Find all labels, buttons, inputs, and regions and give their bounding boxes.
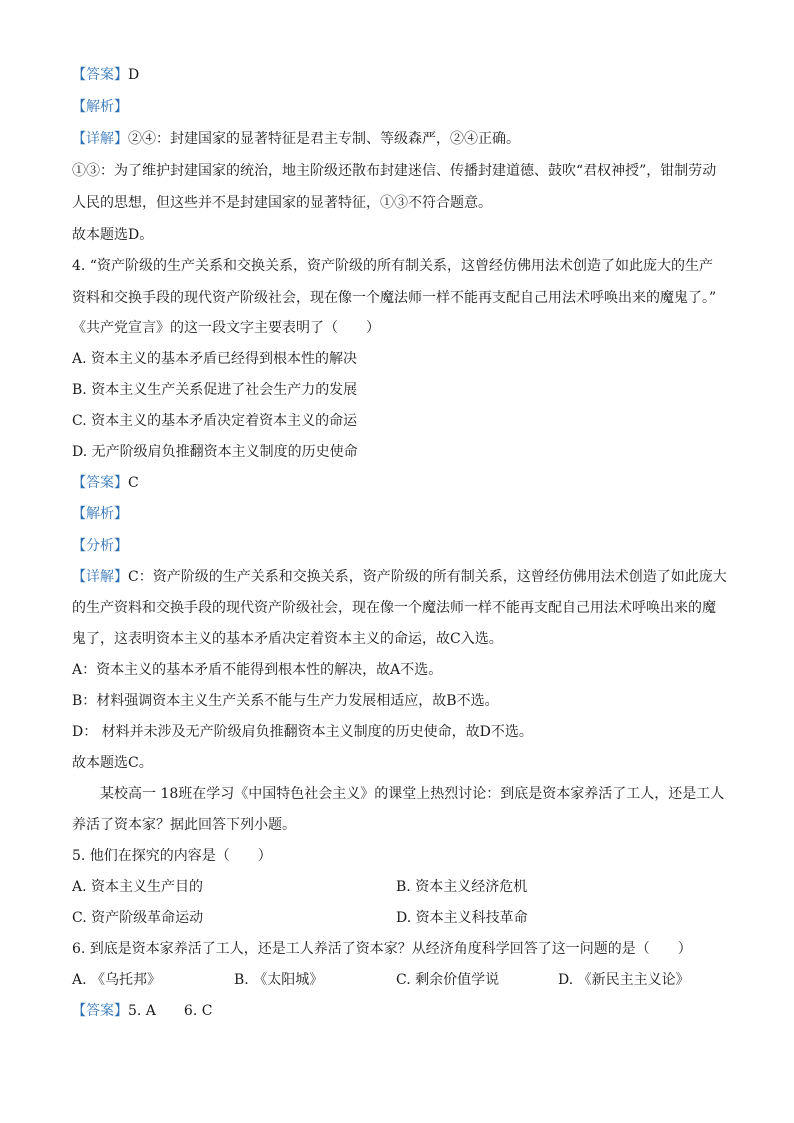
detail-text: C：资产阶级的生产关系和交换关系，资产阶级的所有制关系，这曾经仿佛用法术创造了如此庞大 [128, 569, 727, 585]
question-stem-line-2: 资料和交换手段的现代资产阶级社会，现在像一个魔法师一样不能再支配自己用法术呼唤出来的魔鬼了。” [72, 290, 717, 306]
detail-tag: 【详解】 [72, 131, 128, 147]
q6-stem: 6. 到底是资本家养活了工人，还是工人养活了资本家？从经济角度科学回答了这一问题的是（ ） [72, 941, 692, 957]
option-a: A. 资本主义的基本矛盾已经得到根本性的解决 [72, 351, 358, 367]
answer-tag: 【答案】 [72, 1003, 128, 1019]
note-d: D： 材料并未涉及无产阶级肩负推翻资本主义制度的历史使命，故D不选。 [72, 724, 533, 740]
question-stem-line-1: 4. “资产阶级的生产关系和交换关系，资产阶级的所有制关系，这曾经仿佛用法术创造了如此庞大的生产 [72, 258, 713, 274]
answer-line [72, 65, 139, 85]
answer-tag: 【答案】 [72, 475, 128, 491]
detail-line-2: 的生产资料和交换手段的现代资产阶级社会，现在像一个魔法师一样不能再支配自己用法术呼唤出来的魔 [72, 600, 716, 616]
conclusion: 故本题选C。 [72, 755, 153, 771]
detail-text: ②④：封建国家的显著特征是君主专制、等级森严，②④正确。 [128, 131, 520, 147]
answer-value: D [128, 67, 140, 83]
detail-line-3: 人民的思想，但这些并不是封建国家的显著特征，①③不符合题意。 [72, 195, 492, 211]
q5-option-a: A. 资本主义生产目的 [72, 879, 204, 895]
option-c: C. 资本主义的基本矛盾决定着资本主义的命运 [72, 413, 358, 429]
q5-stem: 5. 他们在探究的内容是（ ） [72, 848, 272, 864]
q5-option-d: D. 资本主义科技革命 [396, 910, 528, 926]
q6-option-a: A. 《乌托邦》 [72, 972, 162, 988]
answer-value: 5. A 6. C [128, 1003, 213, 1019]
q5-option-b: B. 资本主义经济危机 [396, 879, 528, 895]
detail-line-3: 鬼了，这表明资本主义的基本矛盾决定着资本主义的命运，故C入选。 [72, 631, 503, 647]
option-d: D. 无产阶级肩负推翻资本主义制度的历史使命 [72, 444, 358, 460]
q6-option-b: B. 《太阳城》 [234, 972, 324, 988]
question-stem-line-3: 《共产党宣言》的这一段文字主要表明了（ ） [72, 320, 380, 336]
material-intro-line-1: 某校高一 18班在学习《中国特色社会主义》的课堂上热烈讨论：到底是资本家养活了工人，还是工人 [100, 786, 725, 802]
note-a: A：资本主义的基本矛盾不能得到根本性的解决，故A不选。 [72, 662, 443, 678]
answer-line [72, 1001, 212, 1021]
detail-line [72, 567, 727, 587]
option-b: B. 资本主义生产关系促进了社会生产力的发展 [72, 382, 358, 398]
analysis-tag: 【解析】 [72, 99, 128, 115]
q5-option-c: C. 资产阶级革命运动 [72, 910, 204, 926]
answer-line [72, 473, 139, 493]
detail-tag: 【详解】 [72, 569, 128, 585]
analysis-tag: 【解析】 [72, 506, 128, 522]
q6-option-c: C. 剩余价值学说 [396, 972, 500, 988]
conclusion: 故本题选D。 [72, 227, 154, 243]
material-intro-line-2: 养活了资本家？据此回答下列小题。 [72, 817, 296, 833]
answer-tag: 【答案】 [72, 67, 128, 83]
note-b: B：材料强调资本主义生产关系不能与生产力发展相适应，故B不选。 [72, 693, 499, 709]
detail-line-2: ①③：为了维护封建国家的统治，地主阶级还散布封建迷信、传播封建道德、鼓吹“君权神授”，钳制劳动 [72, 163, 717, 179]
fenxi-tag: 【分析】 [72, 538, 128, 554]
q6-option-d: D. 《新民主主义论》 [558, 972, 690, 988]
detail-line [72, 129, 520, 149]
answer-value: C [128, 475, 139, 491]
